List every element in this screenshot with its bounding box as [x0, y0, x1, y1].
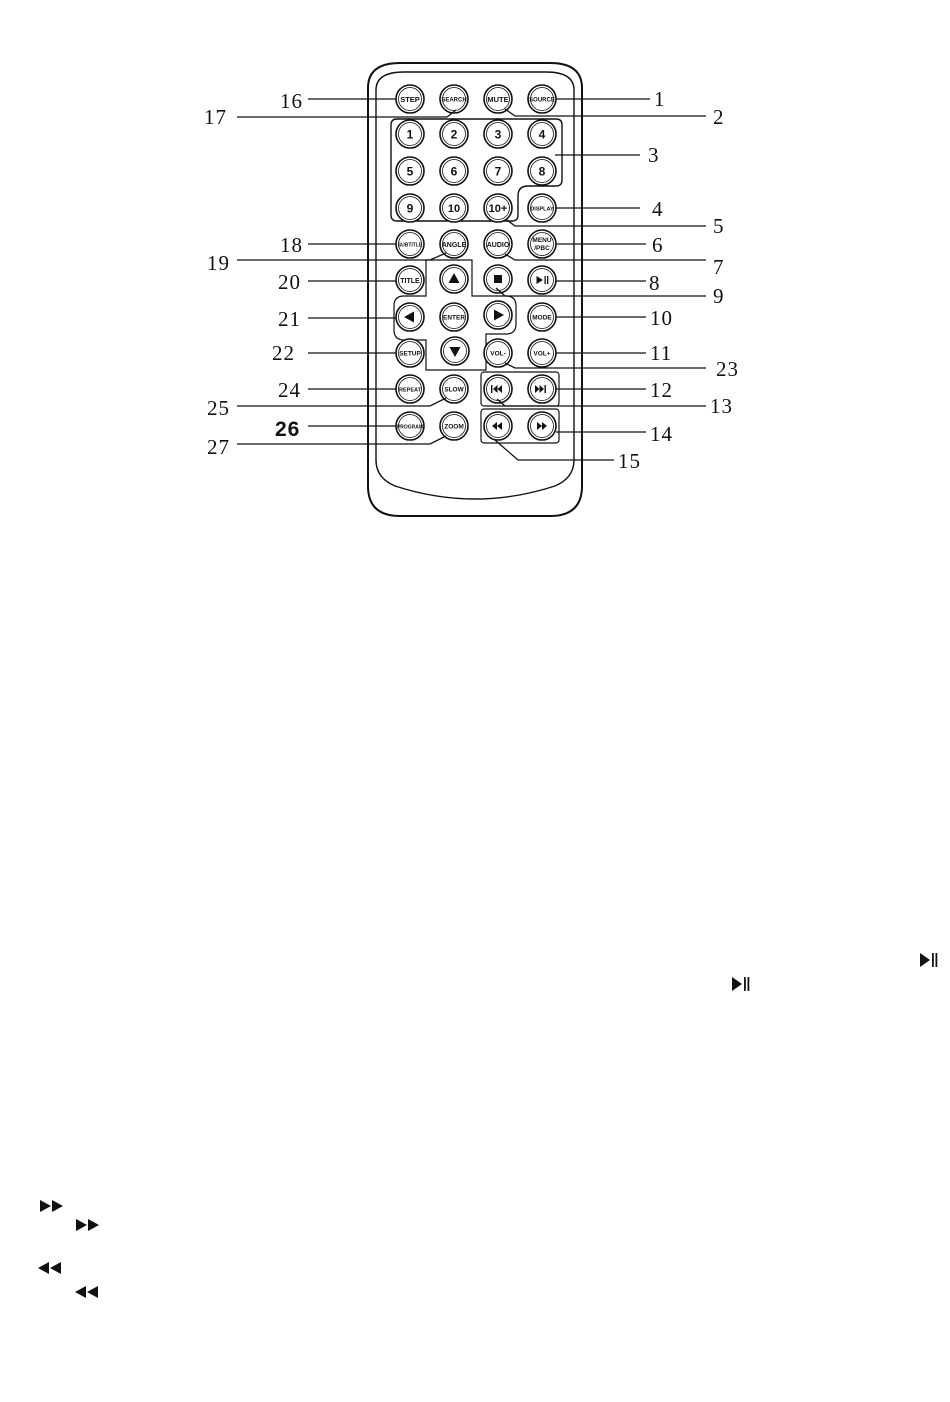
subtitle-button-label: SUBTITLE	[397, 242, 423, 249]
menu-button-label: MENU	[532, 237, 552, 244]
callout-26: 26	[275, 418, 301, 441]
source-button[interactable]	[528, 85, 556, 113]
title-button-label: TITLE	[400, 278, 420, 285]
mute-button-label: MUTE	[487, 95, 509, 104]
number-2-label: 2	[450, 127, 458, 142]
source-button-label: SOURCE	[529, 97, 555, 104]
repeat-button[interactable]	[396, 375, 424, 403]
callout-13: 13	[710, 394, 733, 418]
callout-17: 17	[204, 105, 227, 129]
slow-button-label: SLOW	[444, 386, 464, 394]
play-pause-button[interactable]	[528, 266, 556, 294]
number-6-label: 6	[450, 164, 458, 179]
search-button[interactable]	[440, 85, 468, 113]
volume-down-label: VOL-	[490, 350, 506, 358]
callout-3: 3	[648, 143, 660, 167]
volume-down-button[interactable]	[484, 339, 512, 367]
program-button-label: PROGRAM	[396, 424, 424, 431]
callout-2: 2	[713, 105, 725, 129]
number-10-plus-button[interactable]	[484, 194, 512, 222]
fast-forward-icon	[76, 1219, 99, 1231]
number-4-label: 4	[538, 127, 546, 142]
menu-pbc-button[interactable]	[528, 230, 556, 258]
next-track-button[interactable]	[528, 375, 556, 403]
right-button[interactable]	[484, 301, 512, 329]
up-button[interactable]	[440, 265, 468, 293]
audio-button[interactable]	[484, 230, 512, 258]
program-button[interactable]	[396, 412, 424, 440]
callout-6: 6	[652, 233, 664, 257]
volume-up-label: VOL+	[533, 350, 551, 358]
volume-up-button[interactable]	[528, 339, 556, 367]
fast-forward-button[interactable]	[528, 412, 556, 440]
callout-20: 20	[278, 270, 301, 294]
zoom-button-label: ZOOM	[444, 423, 464, 431]
callout-4: 4	[652, 197, 664, 221]
callout-12: 12	[650, 378, 673, 402]
step-button-label: STEP	[400, 95, 420, 104]
number-3-button[interactable]	[484, 120, 512, 148]
setup-button-label: SETUP	[399, 350, 421, 358]
left-button[interactable]	[396, 303, 424, 331]
number-1-label: 1	[406, 127, 414, 142]
callout-21: 21	[278, 307, 301, 331]
number-4-button[interactable]	[528, 120, 556, 148]
number-10-label: 10	[447, 203, 461, 215]
mode-button-label: MODE	[532, 314, 552, 322]
number-5-label: 5	[406, 164, 414, 179]
number-8-button[interactable]	[528, 157, 556, 185]
setup-button[interactable]	[396, 339, 424, 367]
stop-button[interactable]	[484, 265, 512, 293]
callout-24: 24	[278, 378, 301, 402]
fast-forward-icon	[40, 1200, 63, 1212]
callout-8: 8	[649, 271, 661, 295]
enter-button[interactable]	[440, 303, 468, 331]
enter-button-label: ENTER	[442, 314, 466, 322]
callout-25: 25	[207, 396, 230, 420]
fast-rewind-icon	[75, 1286, 98, 1298]
number-2-button[interactable]	[440, 120, 468, 148]
number-10-button[interactable]	[440, 194, 468, 222]
number-3-label: 3	[494, 127, 502, 142]
callout-16: 16	[280, 89, 303, 113]
callout-15: 15	[618, 449, 641, 473]
display-button[interactable]	[528, 194, 556, 222]
subtitle-button[interactable]	[396, 230, 424, 258]
callout-9: 9	[713, 284, 725, 308]
callout-11: 11	[650, 341, 673, 365]
callout-1: 1	[654, 87, 666, 111]
display-button-label: DISPLAY	[530, 206, 554, 213]
number-1-button[interactable]	[396, 120, 424, 148]
step-button[interactable]	[396, 85, 424, 113]
rewind-button[interactable]	[484, 412, 512, 440]
number-10-plus-label: 10+	[488, 203, 508, 215]
callout-23: 23	[716, 357, 739, 381]
callout-14: 14	[650, 422, 673, 446]
play-pause-icon	[732, 977, 749, 991]
search-button-label: SEARCH	[441, 97, 467, 104]
number-9-label: 9	[406, 201, 414, 216]
stop-icon	[494, 275, 502, 283]
pbc-button-label: /PBC	[534, 245, 550, 252]
number-7-button[interactable]	[484, 157, 512, 185]
callout-19: 19	[207, 251, 230, 275]
number-7-label: 7	[494, 164, 502, 179]
title-button[interactable]	[396, 266, 424, 294]
angle-button-label: ANGLE	[441, 242, 467, 249]
number-8-label: 8	[538, 164, 546, 179]
callout-10: 10	[650, 306, 673, 330]
callout-18: 18	[280, 233, 303, 257]
callout-5: 5	[713, 214, 725, 238]
down-button[interactable]	[441, 337, 469, 365]
fast-rewind-icon	[38, 1262, 61, 1274]
number-6-button[interactable]	[440, 157, 468, 185]
callout-27: 27	[207, 435, 230, 459]
repeat-button-label: REPEAT	[399, 387, 421, 394]
callout-22: 22	[272, 341, 295, 365]
mute-button[interactable]	[484, 85, 512, 113]
audio-button-label: AUDIO	[486, 242, 510, 249]
mode-button[interactable]	[528, 303, 556, 331]
previous-track-button[interactable]	[484, 375, 512, 403]
play-pause-icon	[920, 953, 937, 967]
number-5-button[interactable]	[396, 157, 424, 185]
callout-7: 7	[713, 255, 725, 279]
zoom-button[interactable]	[440, 412, 468, 440]
number-9-button[interactable]	[396, 194, 424, 222]
